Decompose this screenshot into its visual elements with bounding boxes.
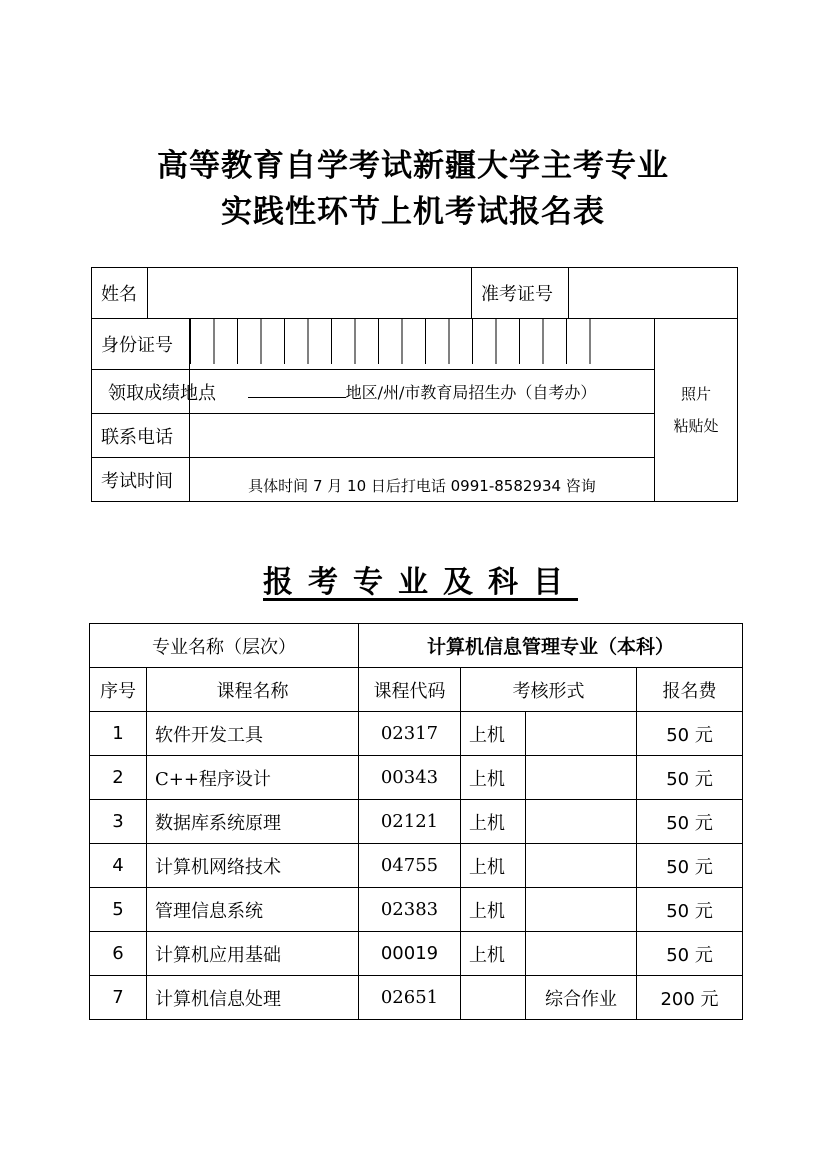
row-course-name: 计算机信息处理 [147,976,359,1020]
row-course-name: 软件开发工具 [147,712,359,756]
row-form-computer: 上机 [461,712,526,756]
row-course-code: 02383 [359,888,461,932]
row-course-code: 04755 [359,844,461,888]
row-fee: 50 元 [637,888,743,932]
row-course-name: 计算机网络技术 [147,844,359,888]
row-form-computer: 上机 [461,756,526,800]
row-course-name: C++程序设计 [147,756,359,800]
header-no: 序号 [90,668,147,712]
result-pickup-text: 地区/州/市教育局招生办（自考办） [345,383,597,402]
name-field[interactable] [148,268,472,319]
section-heading: 报考专业及科目 [263,565,578,600]
table-row [90,800,743,844]
phone-field[interactable] [190,414,655,458]
header-fee: 报名费 [637,668,743,712]
courses-table [89,623,743,1020]
row-form-computer: 上机 [461,888,526,932]
row-form-other [526,756,637,800]
id-number-label: 身份证号 [92,319,190,370]
row-fee: 50 元 [637,932,743,976]
row-no: 6 [90,932,147,976]
table-row [90,712,743,756]
row-form-computer: 上机 [461,800,526,844]
id-number-field[interactable] [190,319,655,370]
row-form-other [526,800,637,844]
row-course-code: 02651 [359,976,461,1020]
table-row [90,756,743,800]
id-number-boxes[interactable] [190,319,611,364]
row-fee: 50 元 [637,844,743,888]
form-title-line2: 实践性环节上机考试报名表 [221,194,605,230]
table-row [90,976,743,1020]
row-no: 1 [90,712,147,756]
row-no: 5 [90,888,147,932]
row-no: 2 [90,756,147,800]
row-course-code: 02121 [359,800,461,844]
row-form-other [526,712,637,756]
header-course-code: 课程代码 [359,668,461,712]
row-fee: 200 元 [637,976,743,1020]
row-fee: 50 元 [637,712,743,756]
row-course-name: 管理信息系统 [147,888,359,932]
table-row [90,932,743,976]
exam-number-label: 准考证号 [472,268,569,319]
row-course-code: 00019 [359,932,461,976]
exam-number-field[interactable] [569,268,738,319]
row-fee: 50 元 [637,756,743,800]
result-pickup-field[interactable] [190,370,655,414]
photo-label-line2: 粘贴处 [673,417,719,435]
row-form-computer: 上机 [461,844,526,888]
row-course-code: 02317 [359,712,461,756]
photo-area [655,319,738,502]
exam-time-note: 具体时间 7 月 10 日后打电话 0991-8582934 咨询 [190,458,655,502]
row-course-name: 计算机应用基础 [147,932,359,976]
photo-label-line1: 照片 [680,385,711,403]
row-form-computer [461,976,526,1020]
table-row [90,844,743,888]
row-form-other [526,932,637,976]
header-assessment: 考核形式 [461,668,637,712]
row-fee: 50 元 [637,800,743,844]
row-no: 4 [90,844,147,888]
result-pickup-label: 领取成绩地点 [92,370,190,414]
header-course-name: 课程名称 [147,668,359,712]
major-name-label: 专业名称（层次） [90,624,359,668]
row-form-computer: 上机 [461,932,526,976]
row-no: 3 [90,800,147,844]
exam-time-label: 考试时间 [92,458,190,502]
row-form-other [526,888,637,932]
major-name-value: 计算机信息管理专业（本科） [359,624,743,668]
form-title-line1: 高等教育自学考试新疆大学主考专业 [157,148,669,184]
applicant-info-table [91,267,738,502]
row-form-other: 综合作业 [526,976,637,1020]
row-course-code: 00343 [359,756,461,800]
region-blank[interactable] [248,382,346,398]
table-row [90,888,743,932]
row-form-other [526,844,637,888]
row-course-name: 数据库系统原理 [147,800,359,844]
name-label: 姓名 [92,268,148,319]
phone-label: 联系电话 [92,414,190,458]
row-no: 7 [90,976,147,1020]
